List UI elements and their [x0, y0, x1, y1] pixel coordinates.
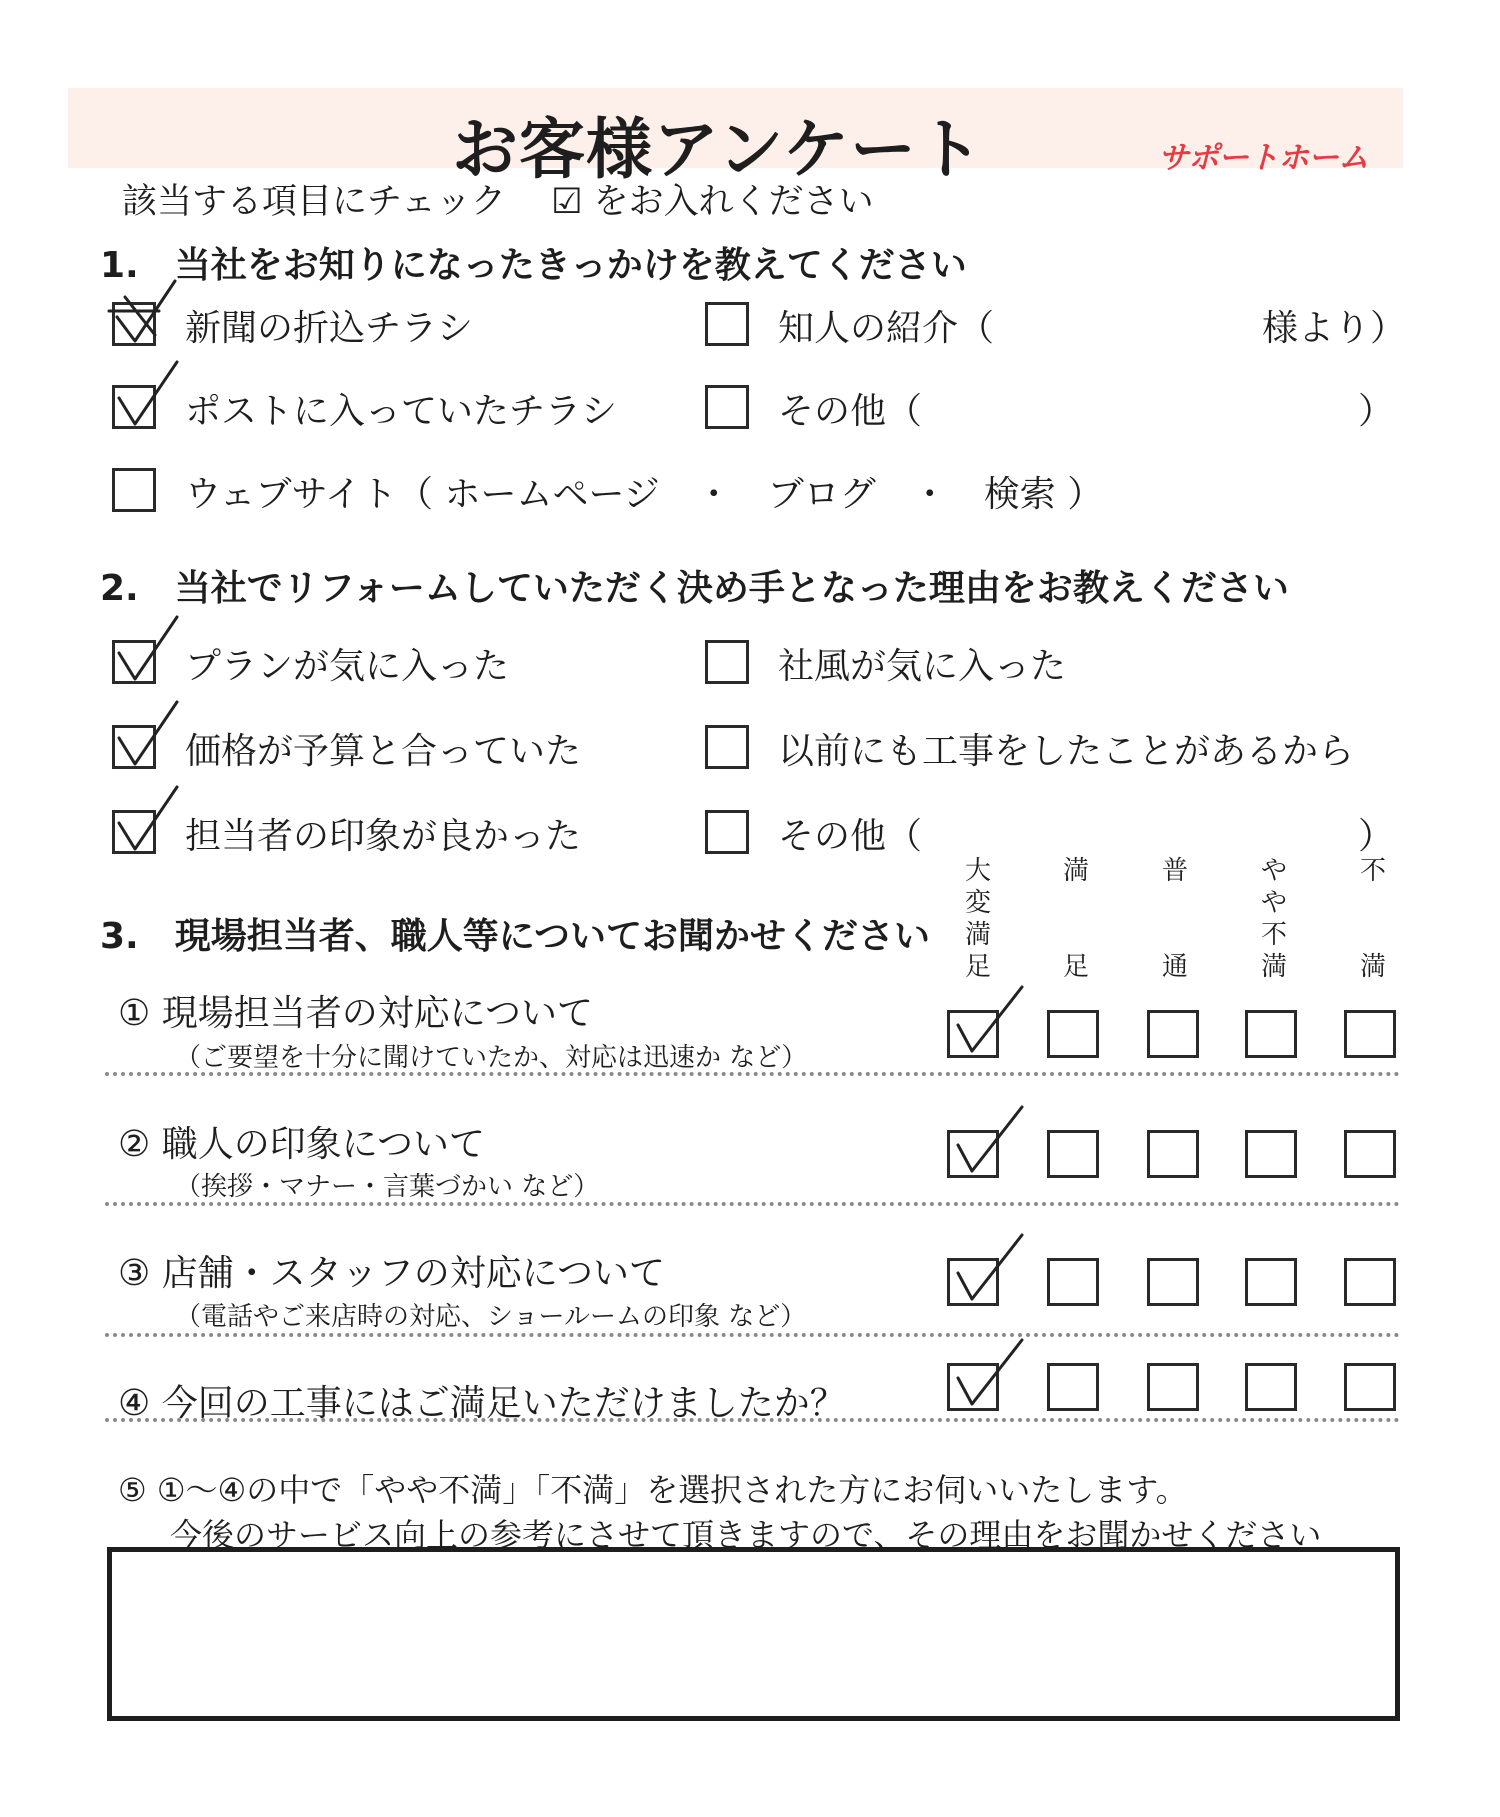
q3-item-4-very-satisfied[interactable]	[947, 1363, 999, 1411]
column-header-neutral-bottom	[1155, 951, 1195, 983]
q2-checkbox-previous[interactable]	[705, 725, 749, 769]
q2-title: 2. 当社でリフォームしていただく決め手となった理由をお教えください	[100, 568, 1289, 609]
column-header-dissatisfied-bottom	[1353, 951, 1393, 983]
dotted-divider	[105, 1202, 1400, 1206]
q1-checkbox-referral[interactable]	[705, 302, 749, 346]
column-char: や	[1260, 888, 1287, 918]
q3-item-1-title: ① 現場担当者の対応について	[118, 993, 593, 1034]
q5-line1: ⑤ ①～④の中で「やや不満」「不満」を選択された方にお伺いいたします。	[118, 1471, 1188, 1509]
q3-item-2-dissatisfied[interactable]	[1344, 1130, 1396, 1178]
checkmark-icon	[111, 783, 191, 863]
q2-option-staff: 担当者の印象が良かった	[185, 816, 582, 857]
q3-item-3-satisfied[interactable]	[1047, 1258, 1099, 1306]
q1-option-other: その他（	[778, 391, 923, 432]
column-header-satisfied-top	[1056, 855, 1096, 887]
q3-item-2-neutral[interactable]	[1147, 1130, 1199, 1178]
q1-checkbox-newspaper[interactable]	[112, 302, 156, 346]
q3-item-2-title: ② 職人の印象について	[118, 1124, 485, 1165]
checkmark-icon	[946, 1103, 1026, 1183]
q3-item-3-dissatisfied[interactable]	[1344, 1258, 1396, 1306]
instruction-text-post: をお入れください	[593, 182, 874, 222]
q1-option-referral: 知人の紹介（	[778, 308, 995, 349]
q2-option-other: その他（	[778, 816, 923, 857]
q3-item-4-dissatisfied[interactable]	[1344, 1363, 1396, 1411]
column-char: 足	[964, 952, 991, 982]
column-header-neutral-top	[1155, 855, 1195, 887]
q2-checkbox-price[interactable]	[112, 725, 156, 769]
q3-item-2-very-satisfied[interactable]	[947, 1130, 999, 1178]
q1-title: 1. 当社をお知りになったきっかけを教えてください	[100, 245, 967, 286]
q2-checkbox-staff[interactable]	[112, 810, 156, 854]
column-char: 不	[1359, 856, 1386, 886]
q1-option-website: ウェブサイト（ ホームページ ・ ブログ ・ 検索 ）	[185, 474, 1104, 515]
q2-option-price: 価格が予算と合っていた	[185, 731, 582, 772]
checkmark-icon	[111, 358, 191, 438]
instruction-text-pre: 該当する項目にチェック	[122, 182, 506, 222]
q3-item-1-very-satisfied[interactable]	[947, 1010, 999, 1058]
q3-item-1-somewhat-dissatisfied[interactable]	[1245, 1010, 1297, 1058]
q5-answer-box[interactable]	[107, 1547, 1400, 1721]
q2-checkbox-plan[interactable]	[112, 640, 156, 684]
q3-item-3-somewhat-dissatisfied[interactable]	[1245, 1258, 1297, 1306]
q5-line2: 今後のサービス向上の参考にさせて頂きますので、その理由をお聞かせください	[170, 1516, 1322, 1554]
column-char: 普	[1161, 856, 1188, 886]
checkbox-sample-icon: ☑	[551, 182, 583, 222]
q3-item-1-dissatisfied[interactable]	[1344, 1010, 1396, 1058]
column-header-dissatisfied-top	[1353, 855, 1393, 887]
checkmark-icon	[946, 983, 1026, 1063]
column-char: 満	[1260, 952, 1287, 982]
q3-item-4-neutral[interactable]	[1147, 1363, 1199, 1411]
q2-checkbox-culture[interactable]	[705, 640, 749, 684]
column-header-somewhat-dissatisfied	[1254, 855, 1294, 983]
brand-logo: サポートホーム	[1158, 140, 1368, 176]
instruction	[122, 174, 874, 224]
page-title: お客様アンケート	[452, 111, 985, 188]
q3-item-4-somewhat-dissatisfied[interactable]	[1245, 1363, 1297, 1411]
q3-item-1-satisfied[interactable]	[1047, 1010, 1099, 1058]
q2-option-previous: 以前にも工事をしたことがあるから	[778, 731, 1355, 772]
q1-option-newspaper: 新聞の折込チラシ	[185, 308, 474, 349]
column-char: 足	[1062, 952, 1089, 982]
q1-checkbox-post-flyer[interactable]	[112, 385, 156, 429]
q1-checkbox-other[interactable]	[705, 385, 749, 429]
column-char: 満	[1359, 952, 1386, 982]
q1-option-referral-suffix: 様より）	[1262, 308, 1407, 349]
column-char: 満	[964, 920, 991, 950]
q3-item-2-sub: （挨拶・マナー・言葉づかい など）	[175, 1172, 600, 1202]
q3-item-4-title: ④ 今回の工事にはご満足いただけましたか？	[118, 1383, 846, 1424]
q2-option-plan: プランが気に入った	[185, 646, 510, 687]
q3-item-1-neutral[interactable]	[1147, 1010, 1199, 1058]
q3-item-3-very-satisfied[interactable]	[947, 1258, 999, 1306]
checkmark-icon	[946, 1336, 1026, 1416]
q1-checkbox-website[interactable]	[112, 468, 156, 512]
column-char: 通	[1161, 952, 1188, 982]
q3-item-2-somewhat-dissatisfied[interactable]	[1245, 1130, 1297, 1178]
column-char: 大	[964, 856, 991, 886]
q3-item-3-title: ③ 店舗・スタッフの対応について	[118, 1253, 665, 1294]
checkmark-icon	[111, 698, 191, 778]
q3-item-2-satisfied[interactable]	[1047, 1130, 1099, 1178]
dotted-divider	[105, 1072, 1400, 1076]
dotted-divider	[105, 1418, 1400, 1422]
checkmark-icon	[111, 613, 191, 693]
q3-item-1-sub: （ご要望を十分に聞けていたか、対応は迅速か など）	[175, 1043, 808, 1073]
q2-option-other-suffix: ）	[1358, 816, 1395, 857]
column-char: や	[1260, 856, 1287, 886]
column-header-satisfied-bottom	[1056, 951, 1096, 983]
q2-option-culture: 社風が気に入った	[778, 646, 1067, 687]
column-char: 不	[1260, 920, 1287, 950]
dotted-divider	[105, 1333, 1400, 1337]
column-char: 変	[964, 888, 991, 918]
column-char: 満	[1062, 856, 1089, 886]
q1-option-post-flyer: ポストに入っていたチラシ	[185, 391, 618, 432]
q3-item-3-sub: （電話やご来店時の対応、ショールームの印象 など）	[175, 1302, 807, 1332]
q2-checkbox-other[interactable]	[705, 810, 749, 854]
q1-option-other-suffix: ）	[1358, 391, 1395, 432]
checkmark-icon	[946, 1231, 1026, 1311]
column-header-very-satisfied	[958, 855, 998, 983]
q3-item-4-satisfied[interactable]	[1047, 1363, 1099, 1411]
q3-item-3-neutral[interactable]	[1147, 1258, 1199, 1306]
q3-title: 3. 現場担当者、職人等についてお聞かせください	[100, 916, 931, 957]
